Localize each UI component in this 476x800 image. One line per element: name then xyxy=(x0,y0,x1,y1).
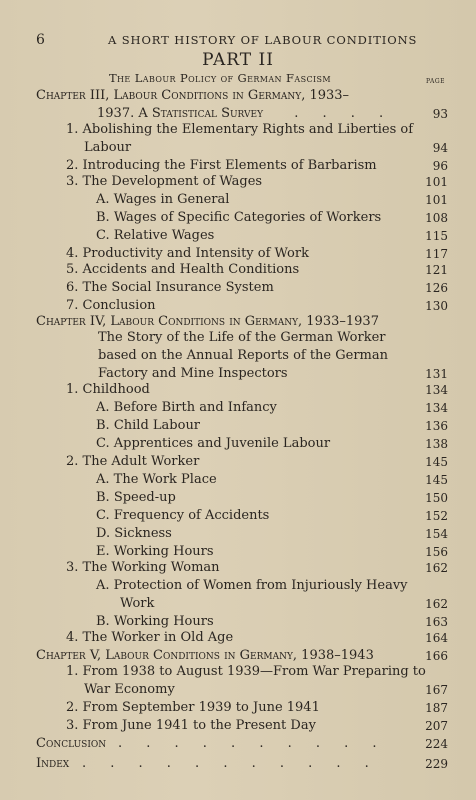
toc-page-number: 145 xyxy=(425,473,448,487)
toc-entry-text: C. Apprentices and Juvenile Labour xyxy=(96,436,331,451)
toc-entry-text: 3. The Development of Wages xyxy=(66,174,263,189)
toc-entry-text: 3. The Working Woman xyxy=(66,560,220,575)
toc-entry-text: D. Sickness xyxy=(96,526,172,541)
toc-page-number: 156 xyxy=(425,545,448,559)
toc-entry-text: A. Wages in General xyxy=(96,192,230,207)
toc-page-number: 108 xyxy=(425,211,448,225)
toc-entry xyxy=(0,192,476,212)
toc-page-number: 207 xyxy=(425,719,448,733)
toc-entry xyxy=(0,228,476,248)
toc-entry xyxy=(0,490,476,510)
toc-page-number: 152 xyxy=(425,509,448,523)
toc-entry-text: Chapter IV, Labour Conditions in Germany, 1933–1937 xyxy=(36,314,379,329)
toc-entry-text: E. Working Hours xyxy=(96,544,214,559)
toc-entry-text: 6. The Social Insurance System xyxy=(66,280,274,295)
toc-entry xyxy=(0,418,476,438)
toc-page-number: 164 xyxy=(425,631,448,645)
toc-entry xyxy=(0,280,476,300)
toc-entry-text: 1. Abolishing the Elementary Rights and Liberties of xyxy=(66,122,414,137)
toc-page-number: 134 xyxy=(425,383,448,397)
toc-leader-dots: . . . . . . . . . . xyxy=(118,736,387,751)
toc-entry xyxy=(0,400,476,420)
toc-entry-text: Conclusion xyxy=(36,736,107,751)
toc-entry xyxy=(0,436,476,456)
toc-entry-text: 1. From 1938 to August 1939—From War Preparing to xyxy=(66,664,426,679)
toc-entry xyxy=(0,330,476,350)
toc-page-number: 121 xyxy=(425,263,448,277)
page-number: 6 xyxy=(36,32,45,48)
toc-page-number: 166 xyxy=(425,649,448,663)
toc-page-number: 162 xyxy=(425,597,448,611)
toc-leader-dots: . . . . . . . . . . . xyxy=(82,756,379,771)
toc-entry-text: Factory and Mine Inspectors xyxy=(98,366,288,381)
toc-entry-text: Labour xyxy=(84,140,132,155)
toc-entry-text: based on the Annual Reports of the German xyxy=(98,348,388,363)
running-head xyxy=(0,30,476,48)
toc-entry xyxy=(0,578,476,598)
toc-entry-text: Work xyxy=(120,596,155,611)
toc-entry xyxy=(0,454,476,474)
toc-entry xyxy=(0,508,476,528)
toc-entry xyxy=(0,526,476,546)
toc-entry xyxy=(0,210,476,230)
toc-entry xyxy=(0,736,476,756)
toc-page-number: 96 xyxy=(432,159,448,173)
toc-entry xyxy=(0,630,476,650)
toc-entry xyxy=(0,88,476,108)
toc-page-number: 229 xyxy=(425,757,448,771)
toc-page-number: 117 xyxy=(425,247,448,261)
toc-entry-text: A. Before Birth and Infancy xyxy=(96,400,277,415)
toc-page-number: 126 xyxy=(425,281,448,295)
toc-entry-text: B. Working Hours xyxy=(96,614,214,629)
page-column-header: PAGE xyxy=(426,78,445,85)
running-title: A SHORT HISTORY OF LABOUR CONDITIONS xyxy=(108,33,418,47)
toc-page-number: 167 xyxy=(425,683,448,697)
toc-page-number: 145 xyxy=(425,455,448,469)
part-title: PART II xyxy=(202,50,274,70)
toc-page-number: 154 xyxy=(425,527,448,541)
toc-page-number: 101 xyxy=(425,175,448,189)
toc-entry xyxy=(0,596,476,616)
toc-entry-text: 1937. A Statistical Survey xyxy=(97,106,264,121)
toc-entry xyxy=(0,140,476,160)
toc-entry-text: 2. The Adult Worker xyxy=(66,454,200,469)
toc-entry-text: Index xyxy=(36,756,70,771)
toc-page-number: 150 xyxy=(425,491,448,505)
toc-entry-text: War Economy xyxy=(84,682,175,697)
toc-entry-text: 1. Childhood xyxy=(66,382,150,397)
toc-entry-text: The Story of the Life of the German Worker xyxy=(98,330,386,345)
toc-page-number: 101 xyxy=(425,193,448,207)
toc-page-number: 115 xyxy=(425,229,448,243)
toc-entry-text: Chapter III, Labour Conditions in Germany, 1933– xyxy=(36,88,350,103)
toc-entry-text: B. Child Labour xyxy=(96,418,201,433)
part-subtitle: The Labour Policy of German Fascism xyxy=(108,71,332,85)
toc-entry-text: 7. Conclusion xyxy=(66,298,156,313)
toc-entry xyxy=(0,382,476,402)
toc-entry-text: A. Protection of Women from Injuriously Heavy xyxy=(96,578,408,593)
toc-entry-text: 5. Accidents and Health Conditions xyxy=(66,262,300,277)
toc-entry xyxy=(0,174,476,194)
toc-page-number: 93 xyxy=(432,107,448,121)
toc-entry-text: B. Wages of Specific Categories of Workers xyxy=(96,210,382,225)
toc-page-number: 187 xyxy=(425,701,448,715)
toc-entry-text: B. Speed-up xyxy=(96,490,176,505)
toc-entry xyxy=(0,756,476,776)
toc-entry-text: C. Frequency of Accidents xyxy=(96,508,270,523)
toc-page-number: 131 xyxy=(425,367,448,381)
toc-page-number: 134 xyxy=(425,401,448,415)
toc-page-number: 136 xyxy=(425,419,448,433)
toc-entry-text: 4. Productivity and Intensity of Work xyxy=(66,246,309,261)
toc-page-number: 138 xyxy=(425,437,448,451)
toc-leader-dots: . . . . xyxy=(294,106,394,121)
toc-entry-text: 4. The Worker in Old Age xyxy=(66,630,234,645)
toc-page-number: 163 xyxy=(425,615,448,629)
toc-page-number: 94 xyxy=(432,141,448,155)
toc-entry-text: A. The Work Place xyxy=(96,472,217,487)
toc-entry xyxy=(0,560,476,580)
toc-page-number: 130 xyxy=(425,299,448,313)
toc-page-number: 162 xyxy=(425,561,448,575)
toc-entry xyxy=(0,700,476,720)
toc-entry-text: 2. Introducing the First Elements of Barbarism xyxy=(66,158,377,173)
toc-entry xyxy=(0,718,476,738)
toc-entry-text: C. Relative Wages xyxy=(96,228,215,243)
toc-entry xyxy=(0,664,476,684)
toc-entry xyxy=(0,682,476,702)
toc-entry-text: Chapter V, Labour Conditions in Germany, 1938–1943 xyxy=(36,648,374,663)
toc-entry xyxy=(0,262,476,282)
toc-entry-text: 2. From September 1939 to June 1941 xyxy=(66,700,320,715)
toc-entry xyxy=(0,348,476,368)
toc-entry xyxy=(0,472,476,492)
toc-entry-text: 3. From June 1941 to the Present Day xyxy=(66,718,316,733)
toc-page-number: 224 xyxy=(425,737,448,751)
toc-entry xyxy=(0,122,476,142)
